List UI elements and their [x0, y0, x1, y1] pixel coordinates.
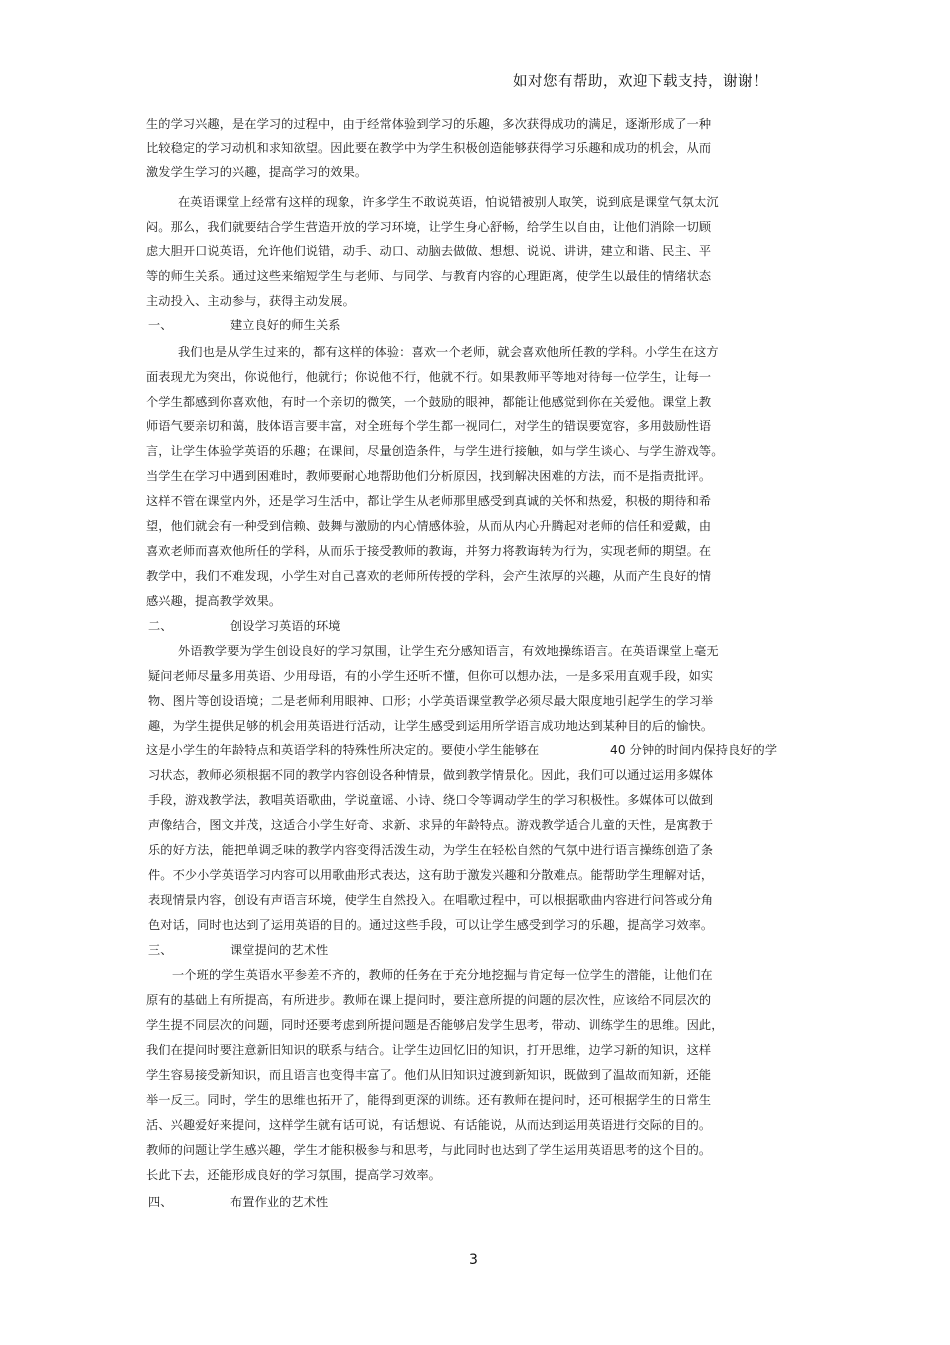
- text-line: 手段，游戏教学法，教唱英语歌曲，学说童谣、小诗、绕口令等调动学生的学习积极性。多媒体可以做到: [148, 793, 714, 807]
- heading-title: 创设学习英语的环境: [230, 619, 341, 633]
- text-line: 这是小学生的年龄特点和英语学科的特殊性所决定的。要使小学生能够在: [146, 743, 540, 757]
- text-line: 主动投入、主动参与，获得主动发展。: [146, 294, 355, 308]
- text-line: 40 分钟的时间内保持良好的学: [610, 743, 778, 757]
- text-line: 习状态，教师必须根据不同的教学内容创设各种情景，做到教学情景化。因此，我们可以通过运用多媒体: [148, 768, 714, 782]
- text-line: 声像结合，图文并茂，这适合小学生好奇、求新、求异的年龄特点。游戏教学适合儿童的天性，是寓教于: [148, 818, 714, 832]
- text-line: 师语气要亲切和蔼，肢体语言要丰富，对全班每个学生都一视同仁，对学生的错误要宽容，多用鼓励性语: [146, 419, 712, 433]
- text-line: 我们在提问时要注意新旧知识的联系与结合。让学生边回忆旧的知识，打开思维，边学习新的知识，这样: [146, 1043, 712, 1057]
- text-line: 教学中，我们不难发现，小学生对自己喜欢的老师所传授的学科，会产生浓厚的兴趣，从而产生良好的情: [146, 569, 712, 583]
- text-line: 面表现尤为突出，你说他行，他就行；你说他不行，他就不行。如果教师平等地对待每一位学生，让每一: [146, 370, 712, 384]
- text-line: 活、兴趣爱好来提问，这样学生就有话可说，有话想说、有话能说，从而达到运用英语进行交际的目的。: [146, 1118, 712, 1132]
- text-line: 等的师生关系。通过这些来缩短学生与老师、与同学、与教育内容的心理距离，使学生以最佳的情绪状态: [146, 269, 712, 283]
- text-line: 我们也是从学生过来的，都有这样的体验：喜欢一个老师，就会喜欢他所任教的学科。小学生在这方: [178, 345, 719, 359]
- text-line: 学生容易接受新知识，而且语言也变得丰富了。他们从旧知识过渡到新知识，既做到了温故而知新，还能: [146, 1068, 712, 1082]
- header-note: 如对您有帮助，欢迎下载支持，谢谢！: [513, 74, 768, 90]
- heading-title: 布置作业的艺术性: [230, 1195, 329, 1209]
- text-line: 喜欢老师而喜欢他所任的学科，从而乐于接受教师的教诲，并努力将教诲转为行为，实现老师的期望。在: [146, 544, 712, 558]
- text-line: 趣，为学生提供足够的机会用英语进行活动，让学生感受到运用所学语言成功地达到某种目的后的愉快。: [148, 719, 714, 733]
- text-line: 件。不少小学英语学习内容可以用歌曲形式表达，这有助于激发兴趣和分散难点。能帮助学生理解对话，: [148, 868, 714, 882]
- heading-title: 建立良好的师生关系: [230, 318, 341, 332]
- text-line: 言，让学生体验学英语的乐趣；在课间，尽量创造条件，与学生进行接触，如与学生谈心、与学生游戏等。: [146, 444, 724, 458]
- text-line: 激发学生学习的兴趣，提高学习的效果。: [146, 165, 368, 179]
- text-line: 教师的问题让学生感兴趣，学生才能积极参与和思考，与此同时也达到了学生运用英语思考的这个目的。: [146, 1143, 712, 1157]
- text-line: 当学生在学习中遇到困难时，教师要耐心地帮助他们分析原因，找到解决困难的方法，而不是指责批评。: [146, 469, 712, 483]
- text-line: 色对话，同时也达到了运用英语的目的。通过这些手段，可以让学生感受到学习的乐趣，提高学习效率。: [148, 918, 714, 932]
- section-heading: [148, 1194, 329, 1210]
- heading-number: 三、: [148, 943, 173, 957]
- text-line: 闷。那么，我们就要结合学生营造开放的学习环境，让学生身心舒畅，给学生以自由，让他们消除一切顾: [146, 220, 712, 234]
- text-line: 生的学习兴趣，是在学习的过程中，由于经常体验到学习的乐趣，多次获得成功的满足，逐渐形成了一种: [146, 117, 712, 131]
- text-line: 表现情景内容，创设有声语言环境，使学生自然投入。在唱歌过程中，可以根据歌曲内容进行问答或分角: [148, 893, 714, 907]
- text-line: 在英语课堂上经常有这样的现象，许多学生不敢说英语，怕说错被别人取笑，说到底是课堂气氛太沉: [178, 195, 719, 209]
- section-heading: [148, 942, 329, 958]
- text-line: 外语教学要为学生创设良好的学习氛围，让学生充分感知语言，有效地操练语言。在英语课堂上毫无: [178, 644, 719, 658]
- section-heading: [148, 618, 341, 634]
- text-line: 乐的好方法，能把单调乏味的教学内容变得活泼生动，为学生在轻松自然的气氛中进行语言操练创造了条: [148, 843, 714, 857]
- text-line: 个学生都感到你喜欢他，有时一个亲切的微笑，一个鼓励的眼神，都能让他感觉到你在关爱他。课堂上教: [146, 395, 712, 409]
- text-line: 感兴趣，提高教学效果。: [146, 594, 282, 608]
- heading-number: 二、: [148, 619, 173, 633]
- text-line: 望，他们就会有一种受到信赖、鼓舞与激励的内心情感体验，从而从内心升腾起对老师的信任和爱戴，由: [146, 519, 712, 533]
- text-line: 学生提不同层次的问题，同时还要考虑到所提问题是否能够启发学生思考，带动、训练学生的思维。因此，: [146, 1018, 724, 1032]
- text-line: 这样不管在课堂内外，还是学习生活中，都让学生从老师那里感受到真诚的关怀和热爱，积极的期待和希: [146, 494, 712, 508]
- text-line: 一个班的学生英语水平参差不齐的，教师的任务在于充分地挖掘与肯定每一位学生的潜能，让他们在: [172, 968, 713, 982]
- text-line: 比较稳定的学习动机和求知欲望。因此要在教学中为学生积极创造能够获得学习乐趣和成功的机会，从而: [146, 141, 712, 155]
- section-heading: [148, 317, 341, 333]
- heading-number: 四、: [148, 1195, 173, 1209]
- text-line: 长此下去，还能形成良好的学习氛围，提高学习效率。: [146, 1168, 441, 1182]
- heading-title: 课堂提问的艺术性: [230, 943, 329, 957]
- text-line: 虑大胆开口说英语，允许他们说错，动手、动口、动脑去做做、想想、说说、讲讲，建立和谐、民主、平: [146, 244, 712, 258]
- text-line: 原有的基础上有所提高，有所进步。教师在课上提问时，要注意所提的问题的层次性，应该给不同层次的: [146, 993, 712, 1007]
- text-line: 疑问老师尽量多用英语、少用母语，有的小学生还听不懂，但你可以想办法，一是多采用直观手段，如实: [148, 669, 714, 683]
- page-number: 3: [469, 1252, 478, 1268]
- text-line: 物、图片等创设语境；二是老师利用眼神、口形；小学英语课堂教学必须尽最大限度地引起学生的学习举: [148, 694, 714, 708]
- text-line: 举一反三。同时，学生的思维也拓开了，能得到更深的训练。还有教师在提问时，还可根据学生的日常生: [146, 1093, 712, 1107]
- heading-number: 一、: [148, 318, 173, 332]
